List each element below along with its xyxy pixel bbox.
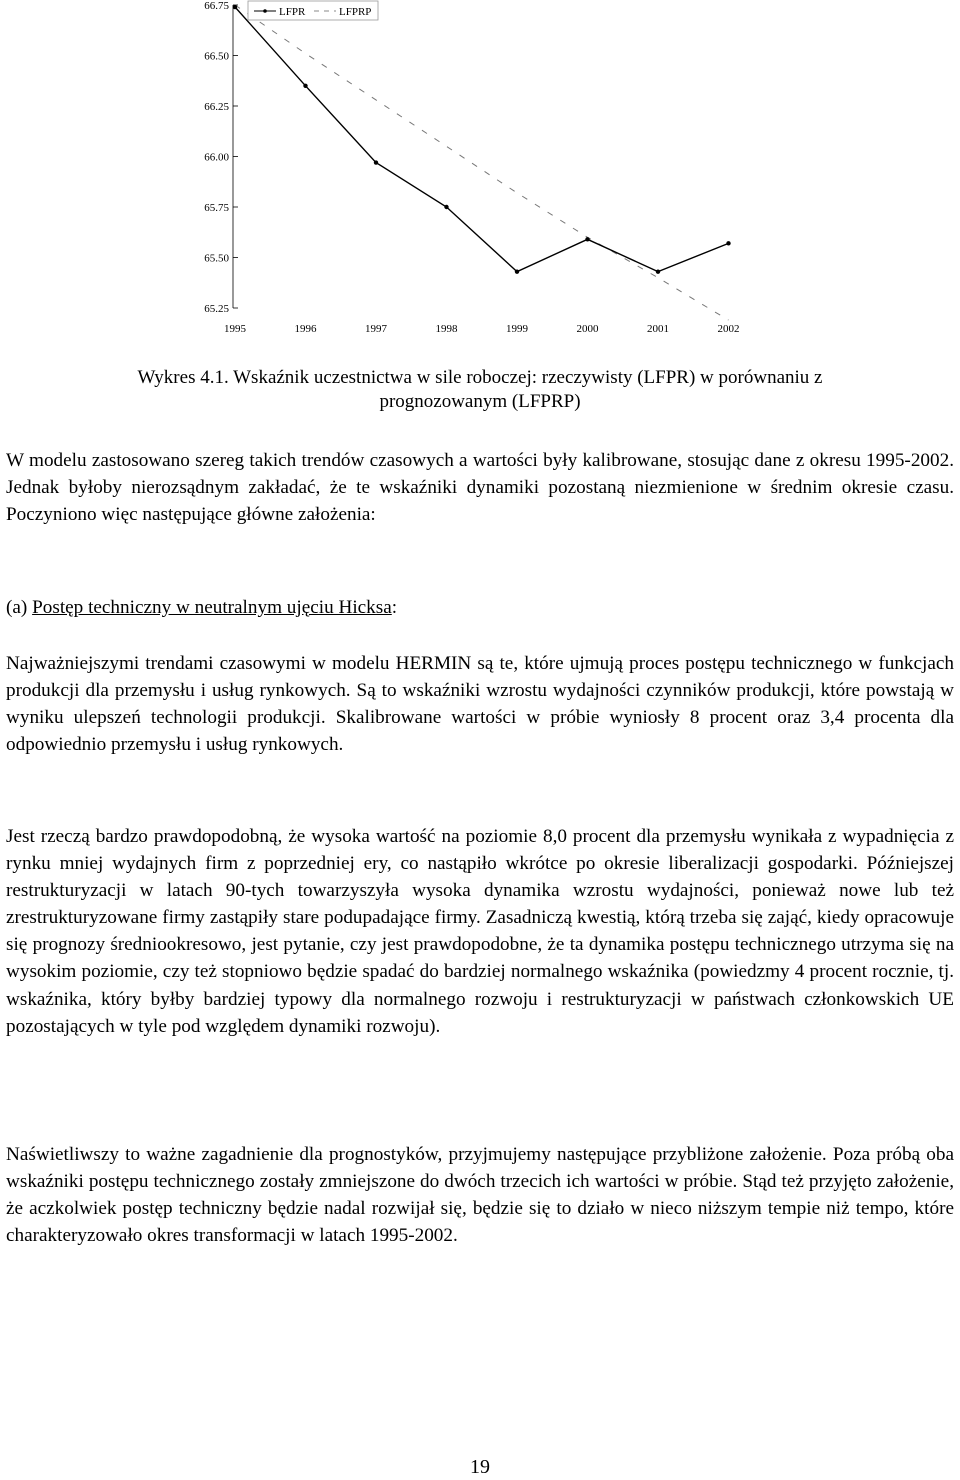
- lfprp-line: [235, 5, 729, 320]
- x-tick-label: 1997: [365, 323, 387, 335]
- x-tick-label: 1999: [506, 323, 528, 335]
- legend-label-lfpr: LFPR: [279, 6, 306, 18]
- lfpr-point: [585, 237, 589, 241]
- paragraph-2: Najważniejszymi trendami czasowymi w modelu HERMIN są te, które ujmują proces postępu technicznego w funkcjach produkcji dla przemysłu i usług rynkowych. Są to wskaźniki wzrostu wydajności czynników produkcji, które powstają w wyniku ulepszeń technologii produkcji. Skalibrowane wartości w próbie wyniosły 8 procent oraz 3,4 procenta dla odpowiednio przemysłu i usług rynkowych.: [6, 653, 954, 756]
- lfpr-point: [656, 269, 660, 273]
- y-tick-label: 66.00: [204, 151, 229, 164]
- lfpr-point: [303, 84, 307, 88]
- y-axis: [204, 0, 238, 315]
- series-lfprp: [235, 5, 729, 320]
- y-tick-label: 65.25: [204, 303, 229, 315]
- x-tick-label: 1996: [294, 323, 317, 335]
- heading-suffix: :: [391, 597, 398, 618]
- x-axis: [224, 323, 740, 335]
- x-tick-label: 2002: [717, 323, 740, 335]
- lfpr-point: [726, 241, 730, 245]
- heading-text: Postęp techniczny w neutralnym ujęciu Hicksa: [32, 597, 392, 618]
- lfpr-point: [515, 269, 519, 273]
- y-tick-label: 65.50: [204, 252, 229, 265]
- line-chart: [190, 0, 750, 345]
- paragraph-3: Jest rzeczą bardzo prawdopodobną, że wysoka wartość na poziomie 8,0 procent dla przemysłu wynikała z wypadnięcia z rynku mniej wydajnych firm z poprzedniej ery, co nastąpiło wkrótce po okresie liberalizacji gospodarki. Późniejszej restrukturyzacji w latach 90-tych towarzyszyła wysoka dynamika wzrostu wydajności, ponieważ nowe lub też zrestrukturyzowane firmy zastąpiły stare podupadające firmy. Zasadniczą kwestią, którą trzeba się zająć, kiedy opracowuje się prognozy średniookresowo, jest pytanie, czy jest prawdopodobne, że ta dynamika postępu technicznego utrzyma się na wysokim poziomie, czy też stopniowo będzie spadać do bardziej normalnego wskaźnika (powiedzmy 4 procent rocznie, tj. wskaźnika, który byłby bardziej typowy dla normalnego rozwoju i restrukturyzacji w państwach członkowskich UE pozostających w tyle pod względem dynamiki rozwoju).: [6, 826, 954, 1037]
- x-tick-label: 2000: [576, 323, 599, 335]
- caption-line-2: prognozowanym (LFPRP): [379, 391, 581, 412]
- y-tick-label: 66.75: [204, 0, 229, 12]
- chart-legend: [248, 1, 378, 20]
- lfpr-point: [233, 5, 237, 9]
- lfpr-point: [374, 160, 378, 164]
- series-lfpr: [233, 5, 731, 274]
- figure-caption: [0, 366, 960, 414]
- x-tick-label: 2001: [647, 323, 669, 335]
- legend-label-lfprp: LFPRP: [339, 6, 372, 18]
- y-tick-label: 66.25: [204, 101, 229, 113]
- caption-line-1: Wykres 4.1. Wskaźnik uczestnictwa w sile roboczej: rzeczywisty (LFPR) w porównaniu z: [137, 367, 823, 388]
- paragraph-1: W modelu zastosowano szereg takich trendów czasowych a wartości były kalibrowane, stosując dane z okresu 1995-2002. Jednak byłoby nierozsądnym zakładać, że te wskaźniki dynamiki pozostaną niezmienione w średnim okresie czasu. Poczyniono więc następujące główne założenia:: [6, 450, 954, 526]
- section-heading: [6, 594, 397, 621]
- heading-prefix: (a): [6, 597, 33, 618]
- paragraph-4: Naświetliwszy to ważne zagadnienie dla prognostyków, przyjmujemy następujące przybliżone założenie. Poza próbą oba wskaźniki postępu technicznego zostały zmniejszone do dwóch trzecich ich wartości w próbie. Stąd też przyjęto założenie, że aczkolwiek postęp techniczny będzie nadal rozwijał się, będzie się to działo w nieco niższym tempie niż tempo, które charakteryzowało okres transformacji w latach 1995-2002.: [6, 1144, 954, 1247]
- page-number: 19: [470, 1456, 490, 1478]
- x-tick-label: 1998: [435, 323, 458, 335]
- lfpr-point: [444, 205, 448, 209]
- x-tick-label: 1995: [224, 323, 246, 335]
- y-tick-label: 65.75: [204, 202, 229, 214]
- lfpr-line: [235, 7, 729, 272]
- y-tick-label: 66.50: [204, 50, 229, 63]
